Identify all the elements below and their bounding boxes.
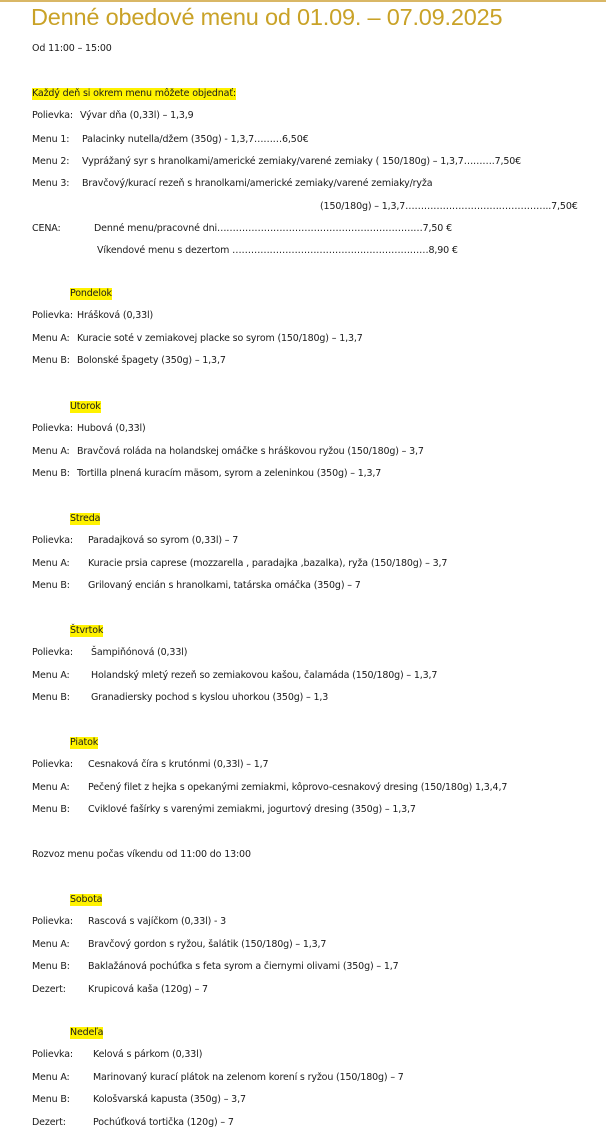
row-dish: Baklažánová pochúťka s feta syrom a čiernymi olivami (350g) – 1,7 [88,961,399,972]
row-dish: Rascová s vajíčkom (0,33l) - 3 [88,916,227,927]
daily-menu3-line1: Bravčový/kurací rezeň s hranolkami/americké zemiaky/varené zemiaky/ryža [82,178,433,189]
daily-menu1: Palacinky nutella/džem (350g) - 1,3,7………6,50€ [82,134,309,145]
row-label: Polievka: [32,916,73,927]
row-dish: Bravčová roláda na holandskej omáčke s hráškovou ryžou (150/180g) – 3,7 [77,445,424,457]
row-dish: Pochúťková tortička (120g) – 7 [93,1116,234,1128]
row-dish: Kelová s párkom (0,33l) [93,1049,203,1060]
row-dish: Hubová (0,33l) [77,423,146,434]
price-weekday: Denné menu/pracovné dni…………………………………………………………7,50 € [94,223,452,234]
row-label: Menu A: [32,557,70,569]
row-label: Menu B: [32,355,70,366]
row-dish: Marinovaný kurací plátok na zelenom korení s ryžou (150/180g) – 7 [93,1071,404,1083]
row-label: Polievka: [32,647,73,658]
row-label: Menu B: [32,468,70,479]
row-dish: Kuracie soté v zemiakovej placke so syrom (150/180g) – 1,3,7 [77,332,363,344]
row-label: Polievka: [32,423,73,434]
day-heading: Štvrtok [70,625,104,636]
daily-menu1-label: Menu 1: [32,134,70,145]
daily-menu3-line2: (150/180g) – 1,3,7………………………………………..7,50€ [320,201,578,212]
row-label: Dezert: [32,1116,66,1128]
day-heading: Piatok [70,737,99,748]
row-dish: Grilovaný encián s hranolkami, tatárska omáčka (350g) – 7 [88,580,361,591]
row-label: Menu A: [32,445,70,457]
row-label: Polievka: [32,1049,73,1060]
daily-menu3-label: Menu 3: [32,178,70,189]
row-dish: Tortilla plnená kuracím mäsom, syrom a zeleninkou (350g) – 1,3,7 [77,468,382,479]
day-heading: Nedeľa [70,1027,104,1038]
price-weekend: Víkendové menu s dezertom ………………………………………………………8,90 € [97,245,458,256]
row-dish: Bravčový gordon s ryžou, šalátik (150/180g) – 1,3,7 [88,938,327,950]
row-dish: Krupicová kaša (120g) – 7 [88,983,208,995]
row-label: Polievka: [32,759,73,770]
row-label: Menu B: [32,804,70,815]
row-dish: Šampiňónová (0,33l) [91,647,188,658]
row-dish: Hrášková (0,33l) [77,310,154,321]
opening-hours: Od 11:00 – 15:00 [32,43,112,54]
row-dish: Cviklové fašírky s varenými zemiakmi, jogurtový dresing (350g) – 1,3,7 [88,804,416,815]
row-label: Menu B: [32,1094,70,1105]
row-label: Menu A: [32,1071,70,1083]
row-label: Polievka: [32,310,73,321]
row-dish: Kološvarská kapusta (350g) – 3,7 [93,1094,246,1105]
row-dish: Kuracie prsia caprese (mozzarella , paradajka ,bazalka), ryža (150/180g) – 3,7 [88,557,448,569]
page-title: Denné obedové menu od 01.09. – 07.09.2025 [31,4,503,30]
row-label: Polievka: [32,535,73,546]
row-label: Menu A: [32,781,70,793]
row-label: Menu B: [32,961,70,972]
row-dish: Pečený filet z hejka s opekanými zemiakmi, kôprovo-cesnakový dresing (150/180g) 1,3,4,7 [88,781,508,793]
row-dish: Paradajková so syrom (0,33l) – 7 [88,535,239,546]
daily-menu2-label: Menu 2: [32,156,70,167]
row-dish: Cesnaková číra s krutónmi (0,33l) – 1,7 [88,759,269,770]
row-dish: Bolonské špagety (350g) – 1,3,7 [77,355,226,366]
row-dish: Holandský mletý rezeň so zemiakovou kašou, čalamáda (150/180g) – 1,3,7 [91,669,438,681]
top-border-line [0,0,606,2]
daily-soup: Vývar dňa (0,33l) – 1,3,9 [80,110,194,121]
day-heading: Pondelok [70,288,112,299]
day-heading: Streda [70,513,101,524]
row-label: Menu B: [32,692,70,703]
daily-menu2: Vyprážaný syr s hranolkami/americké zemiaky/varené zemiaky ( 150/180g) – 1,3,7……….7,50€ [82,156,522,167]
row-label: Menu A: [32,332,70,344]
row-label: Menu B: [32,580,70,591]
daily-soup-label: Polievka: [32,110,73,121]
row-label: Dezert: [32,983,66,995]
row-dish: Granadiersky pochod s kyslou uhorkou (350g) – 1,3 [91,692,329,703]
delivery-note: Rozvoz menu počas víkendu od 11:00 do 13:00 [32,849,251,860]
day-heading: Sobota [70,894,103,905]
price-label: CENA: [32,223,61,234]
row-label: Menu A: [32,669,70,681]
row-label: Menu A: [32,938,70,950]
daily-header: Každý deň si okrem menu môžete objednať: [32,88,236,99]
day-heading: Utorok [70,401,101,412]
